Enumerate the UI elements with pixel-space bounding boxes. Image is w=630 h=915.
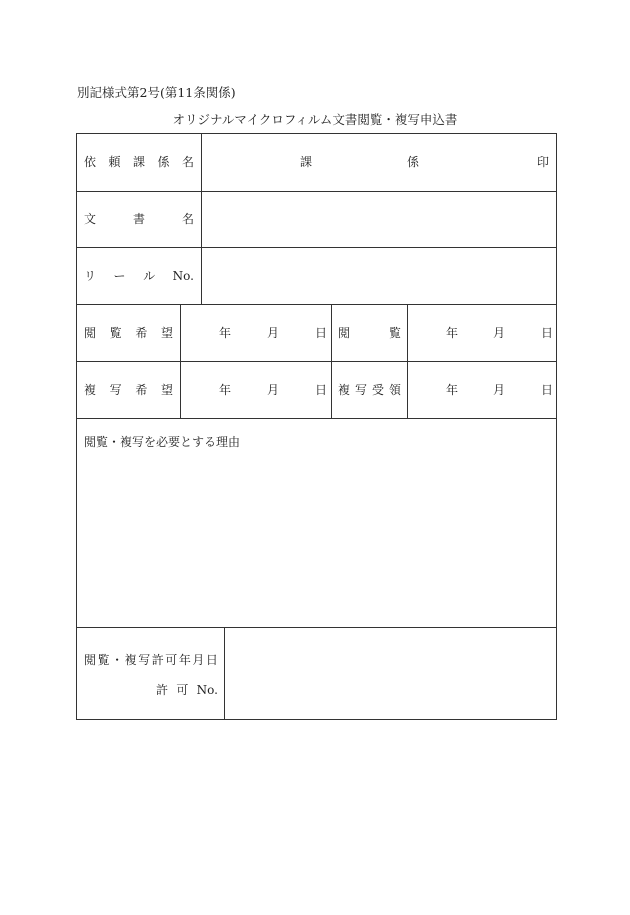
document-name-label: 文 書 名 [84,212,194,226]
permission-number-label: 許 可 No. [156,683,218,697]
reel-number-label: リ ー ル No. [84,269,194,283]
subsection-field: 係 [407,155,420,169]
row-divider [77,247,556,248]
form-title: オリジナルマイクロフィルム文書閲覧・複写申込書 [172,112,458,127]
viewing-actual-month: 月 [493,326,506,340]
column-divider [180,304,181,418]
column-divider [224,627,225,720]
viewing-request-day: 日 [315,326,328,340]
viewing-actual-label: 閲 覧 [338,326,401,340]
viewing-request-label: 閲 覧 希 望 [84,326,173,340]
column-divider [331,304,332,418]
copy-received-month: 月 [493,383,506,397]
copy-request-label: 複 写 希 望 [84,383,173,397]
column-divider [407,304,408,418]
column-divider [201,134,202,304]
copy-received-label: 複 写 受 領 [338,383,401,397]
viewing-actual-year: 年 [446,326,459,340]
row-divider [77,627,556,628]
seal-field: 印 [537,155,550,169]
viewing-actual-day: 日 [541,326,554,340]
copy-request-year: 年 [219,383,232,397]
row-divider [77,418,556,419]
row-divider [77,191,556,192]
copy-received-day: 日 [541,383,554,397]
row-divider [77,361,556,362]
copy-received-year: 年 [446,383,459,397]
department-label: 依 頼 課 係 名 [84,155,194,169]
section-field: 課 [300,155,313,169]
reason-label: 閲覧・複写を必要とする理由 [84,435,241,449]
permission-date-label: 閲 覧 ・ 複 写 許 可 年 月 日 [84,653,218,667]
form-number: 別記様式第2号(第11条関係) [77,85,236,100]
viewing-request-month: 月 [267,326,280,340]
application-form-table [76,133,557,720]
row-divider [77,304,556,305]
viewing-request-year: 年 [219,326,232,340]
copy-request-day: 日 [315,383,328,397]
copy-request-month: 月 [267,383,280,397]
